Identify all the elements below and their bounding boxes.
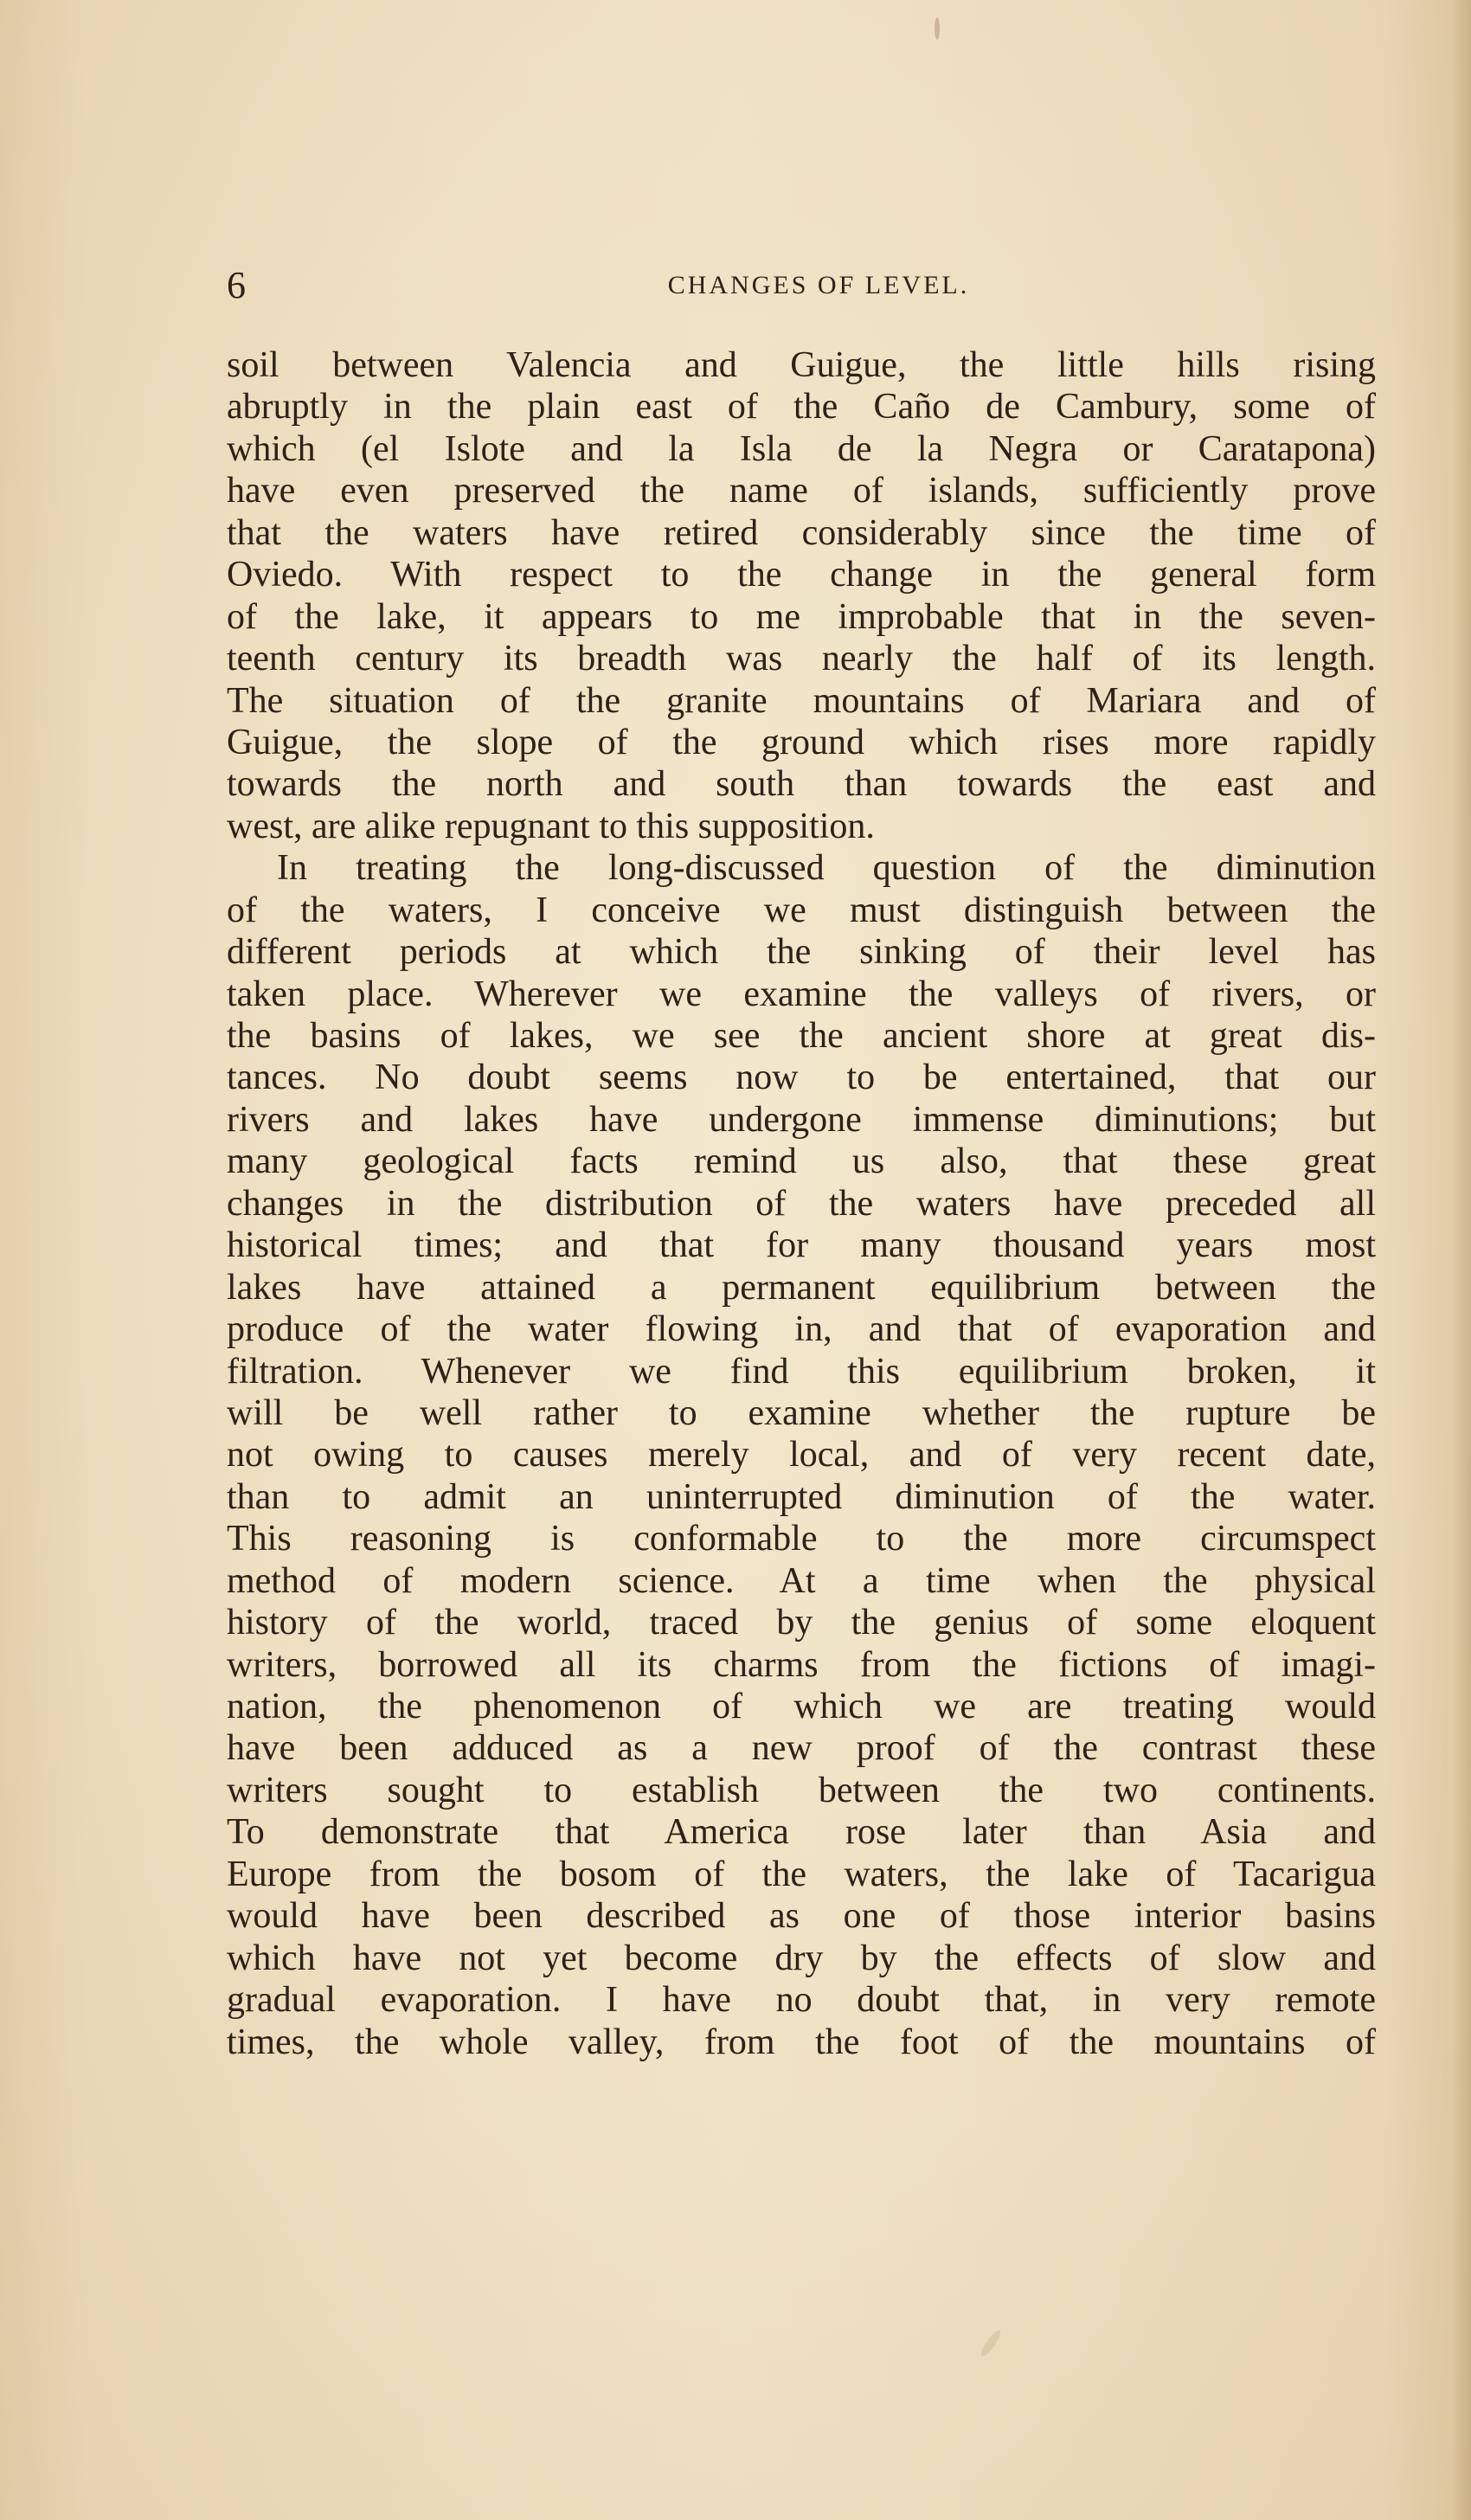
text-line: of the lake, it appears to me improbable that in the seven- (227, 596, 1376, 637)
text-line: towards the north and south than towards the east and (227, 764, 1376, 805)
text-line: writers sought to establish between the two continents. (227, 1770, 1376, 1810)
text-line: lakes have attained a permanent equilibrium between the (227, 1267, 1376, 1308)
text-line: which (el Islote and la Isla de la Negra or Caratapona) (227, 428, 1376, 469)
text-line: the basins of lakes, we see the ancient shore at great dis- (227, 1016, 1376, 1056)
text-line: abruptly in the plain east of the Caño de Cambury, some of (227, 387, 1376, 428)
page-number: 6 (227, 264, 246, 306)
text-line: Europe from the bosom of the waters, the lake of Tacarigua (227, 1854, 1376, 1894)
body-text (227, 344, 1376, 2063)
text-line: of the waters, I conceive we must distinguish between the (227, 890, 1376, 930)
paragraph-start-line: In treating the long-discussed question of the diminution (277, 848, 1376, 889)
text-line: historical times; and that for many thousand years most (227, 1225, 1376, 1266)
text-line: different periods at which the sinking of their level has (227, 932, 1376, 973)
page-header (227, 260, 1376, 312)
text-line: soil between Valencia and Guigue, the little hills rising (227, 345, 1376, 385)
text-line: teenth century its breadth was nearly the half of its length. (227, 639, 1376, 679)
text-line: method of modern science. At a time when the physical (227, 1560, 1376, 1601)
text-line: Oviedo. With respect to the change in the general form (227, 555, 1376, 595)
text-line: nation, the phenomenon of which we are treating would (227, 1687, 1376, 1726)
text-line: This reasoning is conformable to the more circumspect (227, 1519, 1376, 1559)
text-line: filtration. Whenever we find this equilibrium broken, it (227, 1351, 1376, 1392)
text-line: rivers and lakes have undergone immense diminutions; but (227, 1099, 1376, 1140)
text-line: The situation of the granite mountains of Mariara and of (227, 680, 1376, 721)
text-line: which have not yet become dry by the effects of slow and (227, 1938, 1376, 1978)
text-line: will be well rather to examine whether the rupture be (227, 1392, 1376, 1433)
text-line: changes in the distribution of the waters have preceded all (227, 1183, 1376, 1224)
text-line: To demonstrate that America rose later than Asia and (227, 1812, 1376, 1853)
text-line: gradual evaporation. I have no doubt that, in very remote (227, 1980, 1376, 2021)
text-line: that the waters have retired considerably since the time of (227, 512, 1376, 553)
text-line: have even preserved the name of islands, sufficiently prove (227, 471, 1376, 511)
text-line: produce of the water flowing in, and that of evaporation and (227, 1309, 1376, 1350)
paper-stain (935, 17, 940, 40)
text-line: would have been described as one of those interior basins (227, 1896, 1376, 1937)
text-line: times, the whole valley, from the foot of the mountains of (227, 2022, 1376, 2062)
text-line: writers, borrowed all its charms from the fictions of imagi- (227, 1644, 1376, 1685)
text-line: have been adduced as a new proof of the contrast these (227, 1728, 1376, 1769)
running-head: CHANGES OF LEVEL. (667, 271, 970, 299)
text-line: Guigue, the slope of the ground which rises more rapidly (227, 722, 1376, 762)
text-line: history of the world, traced by the genius of some eloquent (227, 1603, 1376, 1643)
text-line: many geological facts remind us also, that these great (227, 1141, 1376, 1182)
text-line: west, are alike repugnant to this supposition. (227, 806, 875, 846)
text-line: tances. No doubt seems now to be entertained, that our (227, 1058, 1376, 1098)
paper-stain (979, 2328, 1004, 2358)
text-line: taken place. Wherever we examine the valleys of rivers, or (227, 974, 1376, 1014)
text-line: not owing to causes merely local, and of very recent date, (227, 1435, 1376, 1475)
text-line: than to admit an uninterrupted diminution of the water. (227, 1476, 1376, 1517)
